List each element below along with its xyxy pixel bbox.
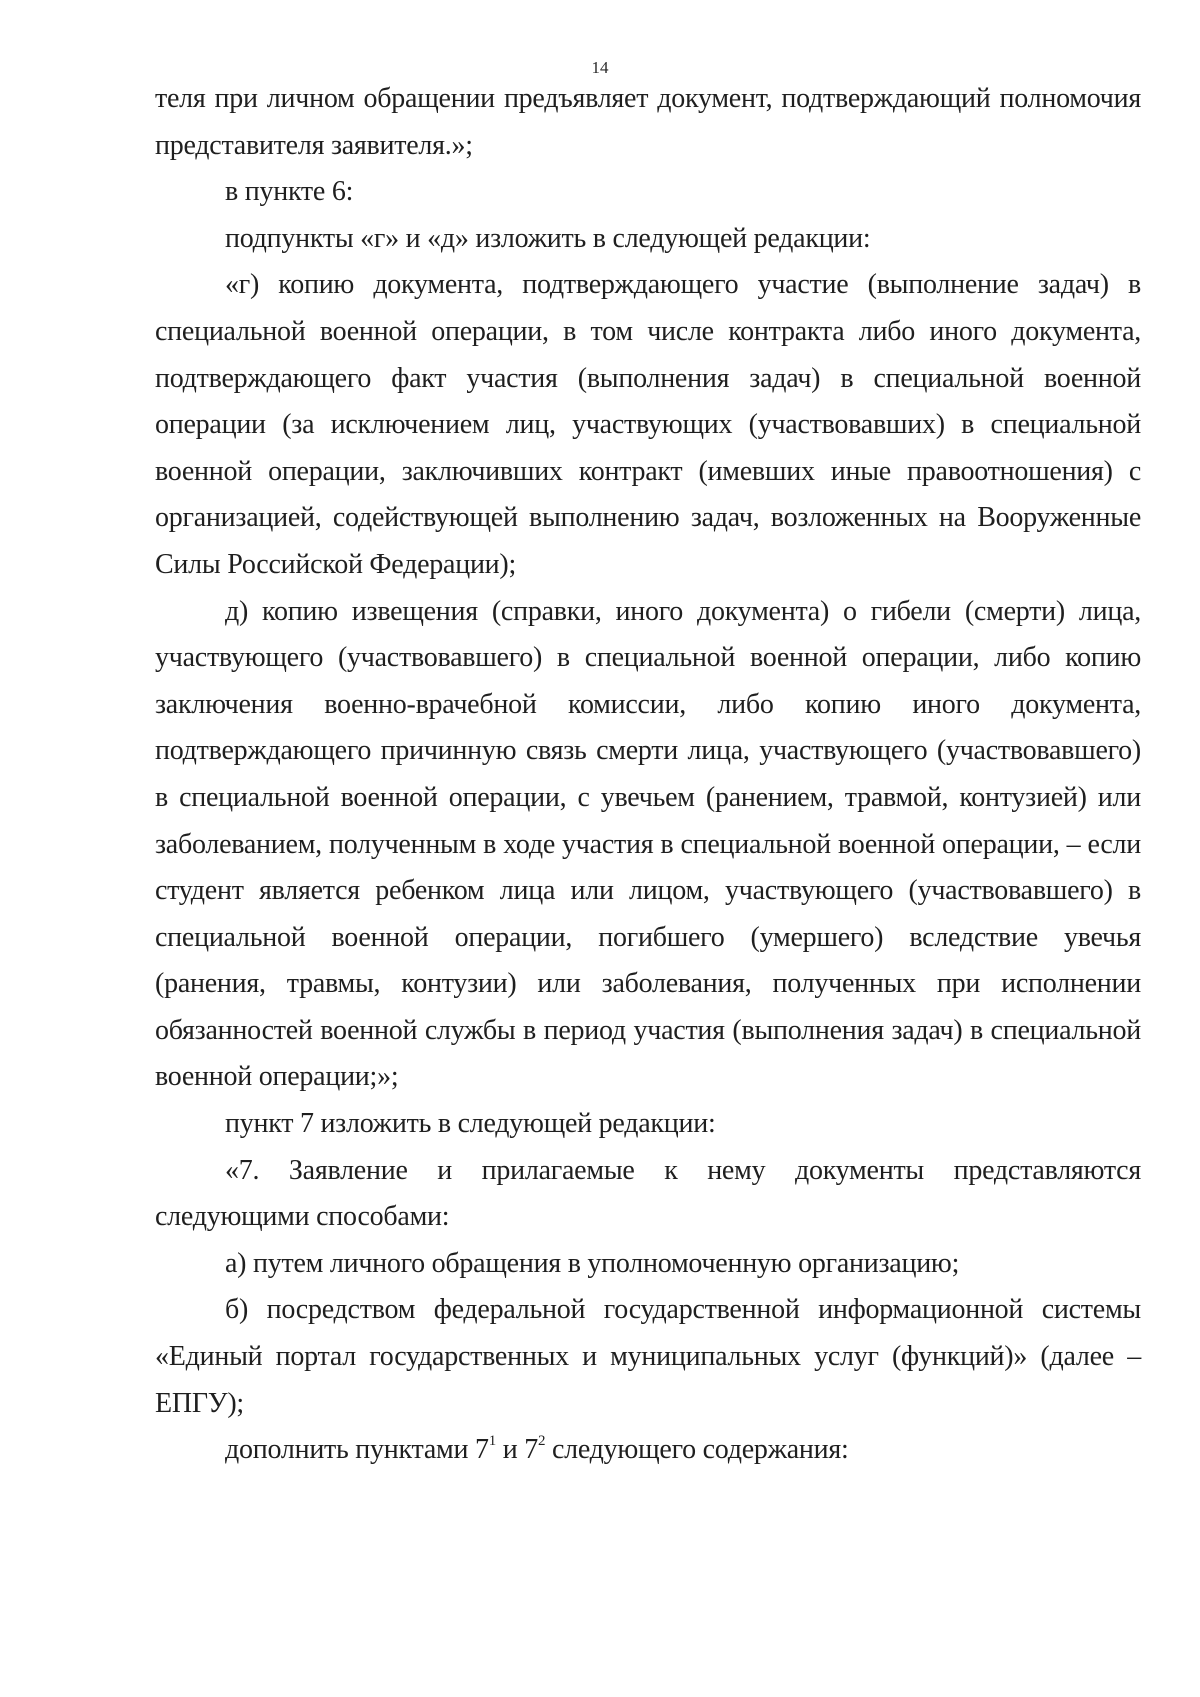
paragraph: подпункты «г» и «д» изложить в следующей редакции:	[225, 222, 871, 254]
paragraph: пункт 7 изложить в следующей редакции:	[225, 1108, 716, 1140]
paragraph: в пункте 6:	[225, 176, 354, 208]
paragraph: теля при личном обращении предъявляет документ, подтверждающий полномочия представителя заявителя.»;	[155, 83, 1141, 161]
paragraph: «7. Заявление и прилагаемые к нему документы представляются следующими способами:	[155, 1154, 1141, 1233]
paragraph-text: дополнить пунктами 7	[225, 1434, 489, 1466]
paragraph: б) посредством федеральной государственной информационной системы «Единый портал государственных и муниципальных услуг (функций)» (далее – ЕПГУ);	[155, 1294, 1141, 1419]
paragraph	[155, 1427, 1141, 1474]
paragraph: д) копию извещения (справки, иного документа) о гибели (смерти) лица, участвующего (участвовавшего) в специальной военной операции, либо копию заключения военно-врачебной комиссии, либо копию иного документа, подтверждающего причинную связь смерти лица, участвующего (участвовавшего) в специальной военной операции, с увечьем (ранением, травмой, контузией) или заболеванием, полученным в ходе участия в специальной военной операции, – если студент является ребенком лица или лицом, участвующего (участвовавшего) в специальной военной операции, погибшего (умершего) вследствие увечья (ранения, травмы, контузии) или заболевания, полученных при исполнении обязанностей военной службы в период участия (выполнения задач) в специальной военной операции;»;	[155, 595, 1141, 1093]
page-number: 14	[591, 58, 609, 77]
superscript-number: 1	[488, 1433, 496, 1450]
paragraph: «г) копию документа, подтверждающего участие (выполнение задач) в специальной военной операции, в том числе контракта либо иного документа, подтверждающего факт участия (выполнения задач) в специальной военной операции (за исключением лиц, участвующих (участвовавших) в специальной военной операции, заключивших контракт (имевших иные правоотношения) с организацией, содействующей выполнению задач, возложенных на Вооруженные Силы Российской Федерации);	[155, 269, 1141, 580]
paragraph-text: и 7	[495, 1434, 538, 1466]
superscript-number: 2	[537, 1433, 546, 1450]
paragraph: а) путем личного обращения в уполномоченную организацию;	[225, 1247, 960, 1279]
paragraph-text: следующего содержания:	[545, 1434, 849, 1466]
document-body	[155, 76, 1141, 1474]
